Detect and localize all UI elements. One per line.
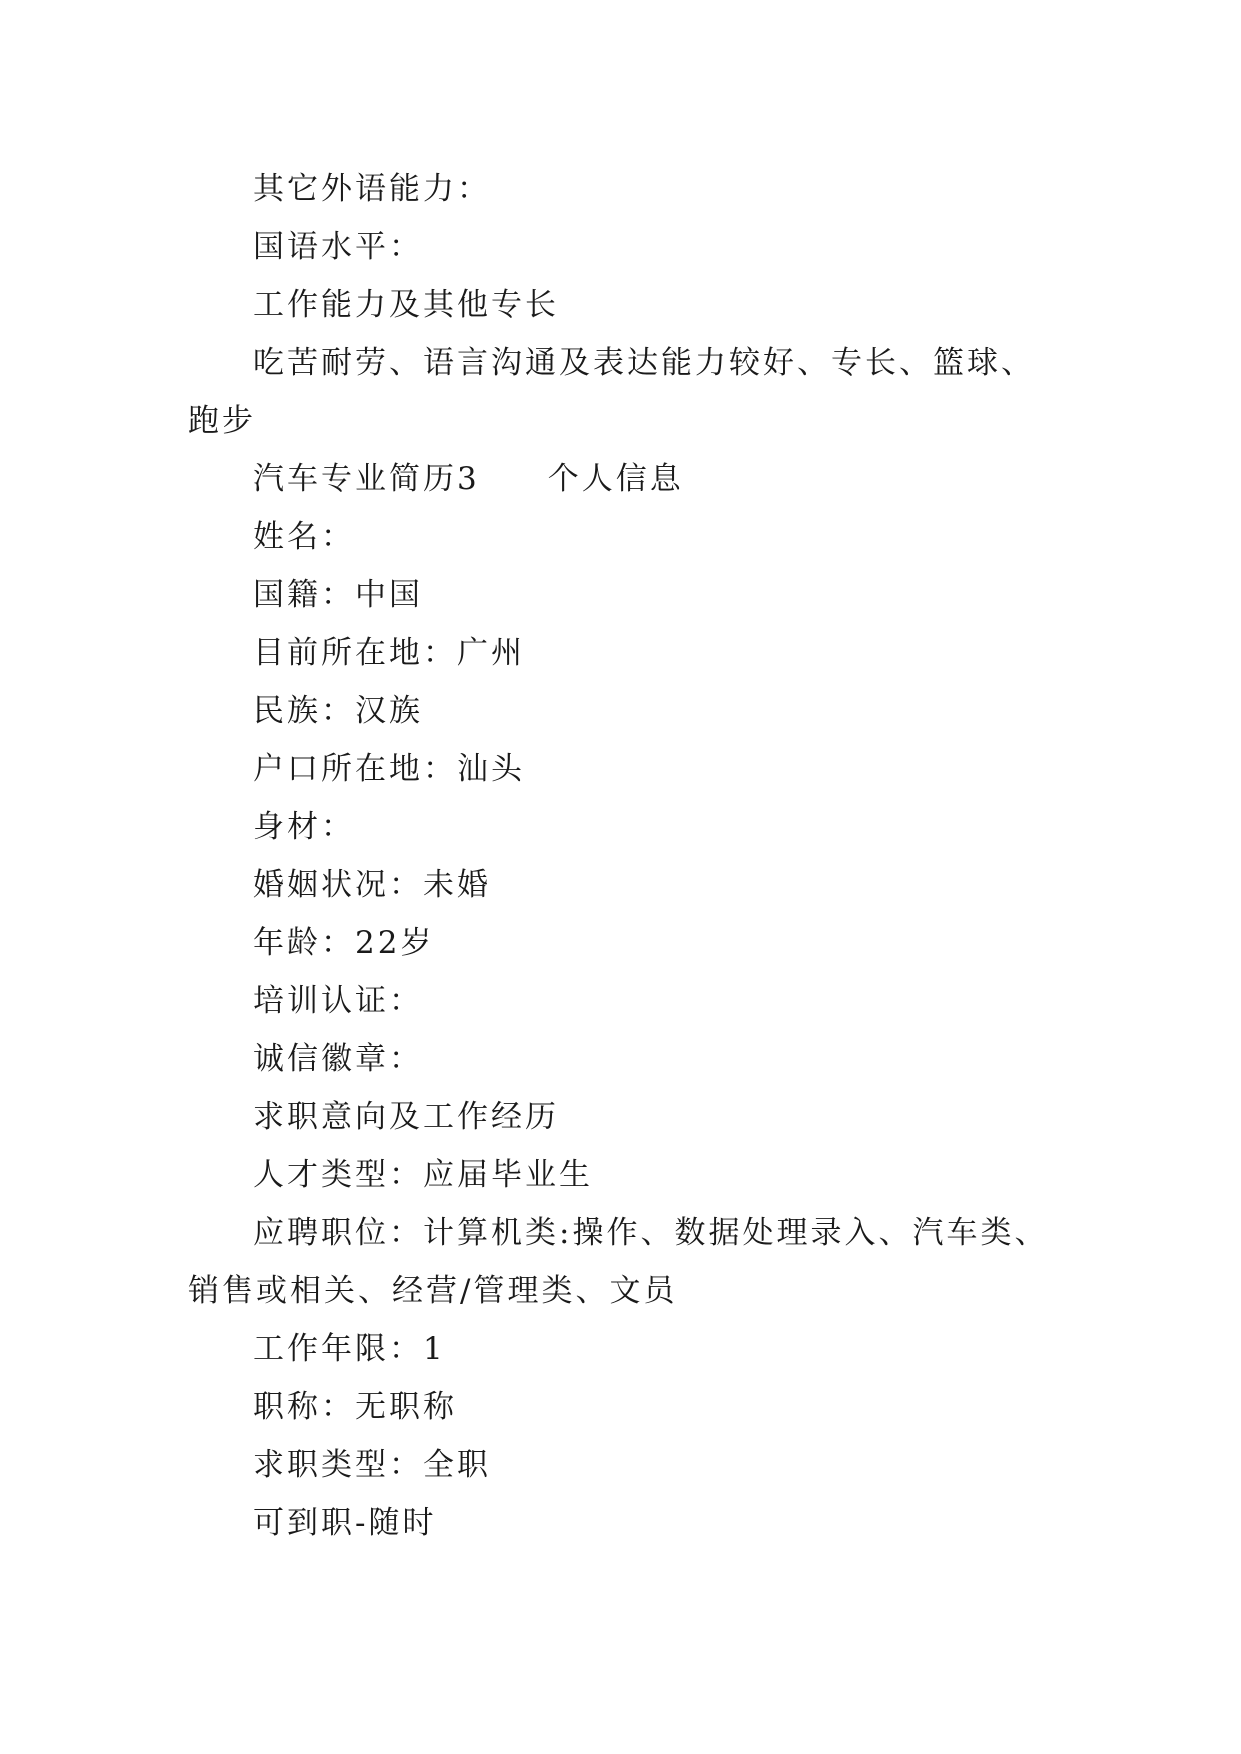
paragraph-desired-positions: 应聘职位：计算机类:操作、数据处理录入、汽车类、销售或相关、经营/管理类、文员	[188, 1215, 1049, 1309]
paragraph-other-languages: 其它外语能力：	[253, 171, 491, 207]
paragraph-job-type: 求职类型：全职	[253, 1447, 491, 1483]
paragraph-skills-heading: 工作能力及其他专长	[253, 287, 559, 323]
paragraph-marital-status: 婚姻状况：未婚	[253, 867, 491, 903]
paragraph-age: 年龄：22岁	[253, 925, 435, 961]
paragraph-work-years: 工作年限：1	[253, 1331, 446, 1367]
paragraph-physique: 身材：	[253, 809, 355, 845]
paragraph-resume-title: 汽车专业简历3 个人信息	[253, 461, 684, 497]
paragraph-skills-text: 吃苦耐劳、语言沟通及表达能力较好、专长、篮球、跑步	[188, 345, 1035, 439]
paragraph-hukou-location: 户口所在地：汕头	[253, 751, 525, 787]
paragraph-talent-type: 人才类型：应届毕业生	[253, 1157, 593, 1193]
paragraph-current-location: 目前所在地：广州	[253, 635, 525, 671]
paragraph-integrity-badge: 诚信徽章：	[253, 1041, 423, 1077]
paragraph-name: 姓名：	[253, 519, 355, 555]
paragraph-availability: 可到职-随时	[253, 1505, 437, 1541]
paragraph-ethnicity: 民族：汉族	[253, 693, 423, 729]
paragraph-certification: 培训认证：	[253, 983, 423, 1019]
paragraph-job-intent-heading: 求职意向及工作经历	[253, 1099, 559, 1135]
paragraph-nationality: 国籍：中国	[253, 577, 423, 613]
paragraph-title: 职称：无职称	[253, 1389, 457, 1425]
document-body	[188, 160, 1058, 1552]
paragraph-mandarin-level: 国语水平：	[253, 229, 423, 265]
